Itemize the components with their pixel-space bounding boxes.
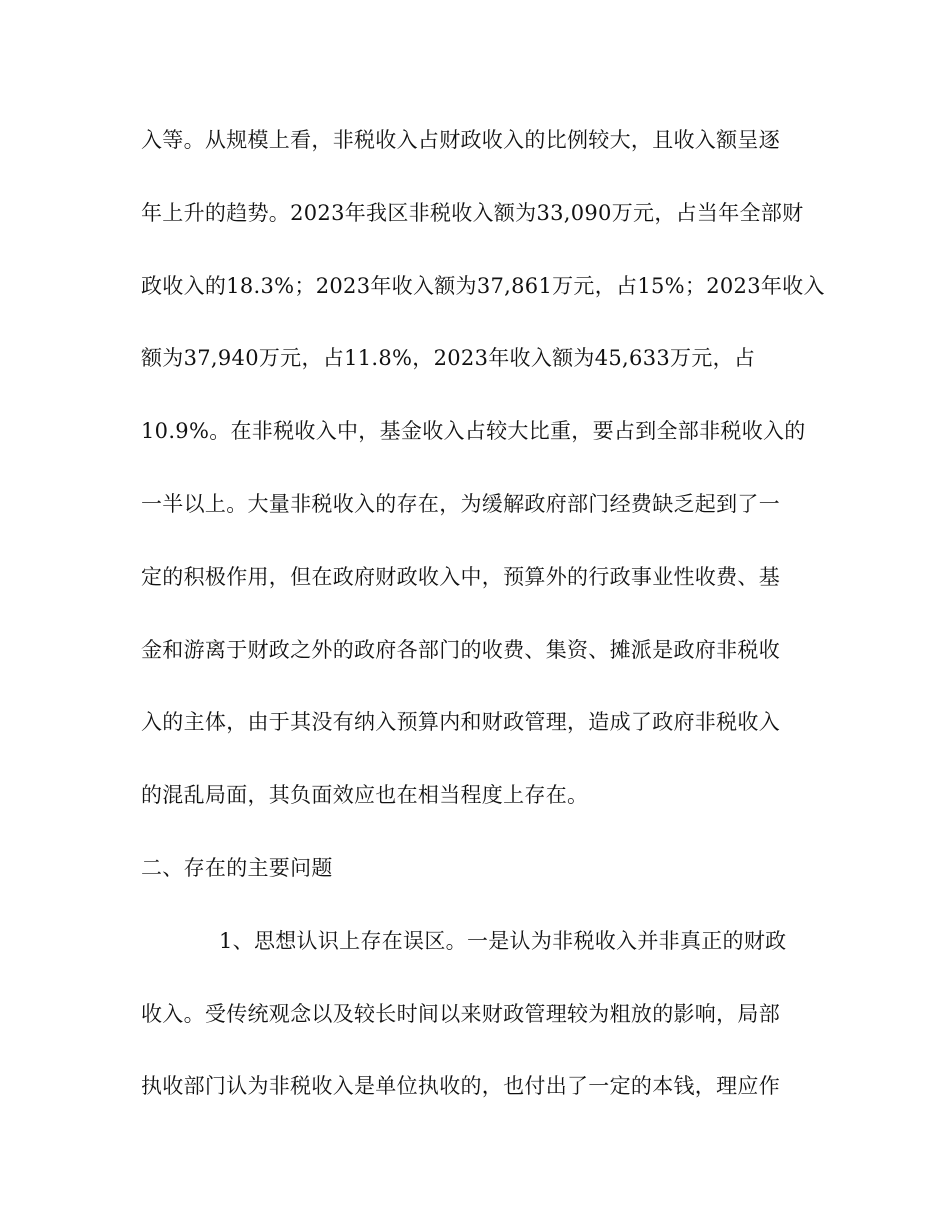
paragraph-line: 政收入的18.3%；2023年收入额为37,861万元，占15%；2023年收入 (141, 273, 825, 298)
paragraph-line: 1、思想认识上存在误区。一是认为非税收入并非真正的财政 (219, 928, 787, 953)
paragraph-line: 定的积极作用，但在政府财政收入中，预算外的行政事业性收费、基 (141, 564, 780, 589)
document-body (141, 118, 825, 1137)
paragraph-line: 年上升的趋势。2023年我区非税收入额为33,090万元，占当年全部财 (141, 200, 804, 225)
section-heading: 二、存在的主要问题 (141, 855, 333, 880)
paragraph-line: 入等。从规模上看，非税收入占财政收入的比例较大，且收入额呈逐 (141, 128, 780, 152)
paragraph-line: 收入。受传统观念以及较长时间以来财政管理较为粗放的影响，局部 (141, 1001, 780, 1026)
paragraph-line: 一半以上。大量非税收入的存在，为缓解政府部门经费缺乏起到了一 (141, 491, 780, 516)
paragraph-line: 金和游离于财政之外的政府各部门的收费、集资、摊派是政府非税收 (141, 637, 780, 662)
paragraph-line: 的混乱局面，其负面效应也在相当程度上存在。 (141, 783, 589, 808)
paragraph-line: 额为37,940万元，占11.8%，2023年收入额为45,633万元，占 (141, 346, 756, 371)
paragraph-line: 执收部门认为非税收入是单位执收的，也付出了一定的本钱，理应作 (141, 1074, 780, 1099)
paragraph-line: 10.9%。在非税收入中，基金收入占较大比重，要占到全部非税收入的 (141, 419, 806, 444)
paragraph-line: 入的主体，由于其没有纳入预算内和财政管理，造成了政府非税收入 (141, 710, 780, 735)
